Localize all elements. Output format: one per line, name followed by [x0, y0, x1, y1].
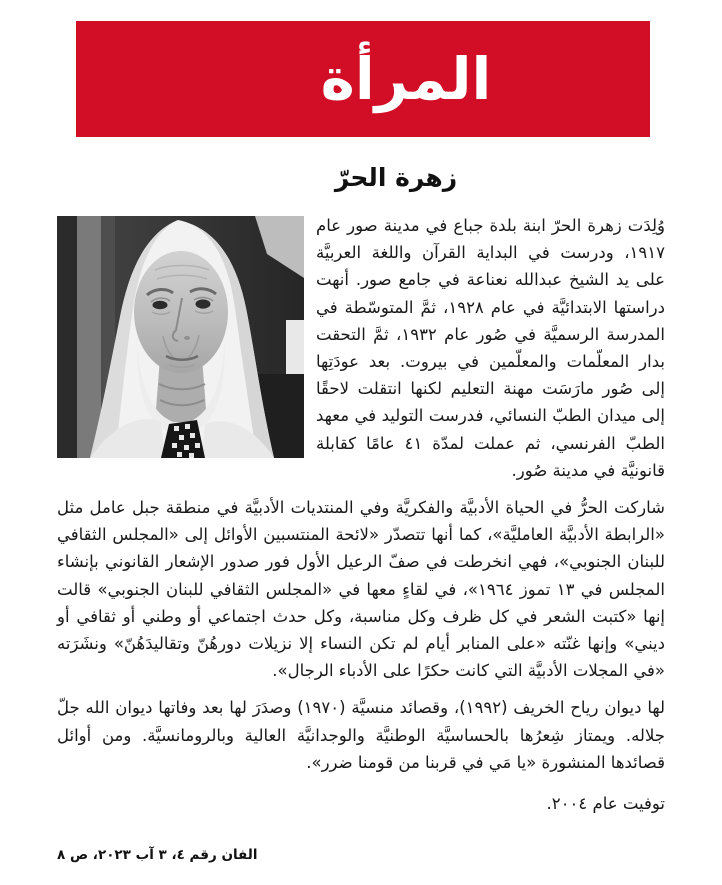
article-body	[57, 212, 665, 817]
portrait-illustration-icon	[57, 216, 304, 458]
section-banner	[76, 21, 650, 137]
paragraph-biography: وُلِدَت زهرة الحرّ ابنة بلدة جباع في مدينة صور عام ١٩١٧، ودرست في البداية القرآن واللغة العربيَّة على يد الشيخ عبدالله نعناعة في جامع صور. أنهت دراستها الابتدائيَّة في عام ١٩٢٨، ثمَّ المتوسّطة في المدرسة الرسميَّة في صُور عام ١٩٣٢، ثمَّ التحقت بدار المعلّمات والمعلّمين في بيروت. بعد عودَتِها إلى صُور مارَسَت مهنة التعليم لكنها انتقلت لاحقًا إلى ميدان الطبّ النسائي، فدرست التوليد في معهد الطبّ الفرنسي، ثم عملت لمدّة ٤١ عامًا كقابلة قانونيَّة في مدينة صُور.	[316, 216, 665, 480]
paragraph-death: توفيت عام ٢٠٠٤.	[546, 794, 665, 814]
paragraph-literary-life: شاركت الحرُّ في الحياة الأدبيَّة والفكريَّة وفي المنتديات الأدبيَّة في منطقة جبل عامل مثل «الرابطة الأدبيَّة العامليَّة»، كما أنها تتصدّر «لائحة المنتسبين الأوائل إلى «المجلس الثقافي للبنان الجنوبي»، فهي انخرطت في صفّ الرعيل الأول فور صدور الإشعار القانوني بإنشاء المجلس في ١٣ تموز ١٩٦٤»، في لقاءٍ معها في «المجلس الثقافي للبنان الجنوبي» قالت إنها «كتبت الشعر في كل ظرف وكل مناسبة، وكل حدث اجتماعي أو وطني أو ثقافي أو ديني» وإنها غنّته «على المنابر أيام لم تكن النساء إلا نزيلات دورهُنّ وتقاليدَهُنّ» ونشَرَته «في المجلات الأدبيَّة التي كانت حكرًا على الأدباء الرجال».	[57, 498, 665, 681]
page-footer	[57, 847, 257, 863]
portrait-photo	[57, 216, 304, 458]
article-title: زهرة الحرّ	[334, 163, 458, 192]
section-title: المرأة	[320, 45, 492, 113]
publication-info: الفان رقم ٤، ٣ آب ٢٠٢٣، ص ٨	[57, 847, 258, 863]
paragraph-works: لها ديوان رياح الخريف (١٩٩٢)، وقصائد منسيَّة (١٩٧٠) وصدَرَ لها بعد وفاتها ديوان الله جلّ جلاله. ويمتاز شِعرُها بالحساسيَّة الوطنيَّة والوجدانيَّة العالية وبالرومانسيَّة. ومن أوائل قصائدها المنشورة «يا مَي في قربنا من قومنا ضرر».	[57, 698, 665, 772]
